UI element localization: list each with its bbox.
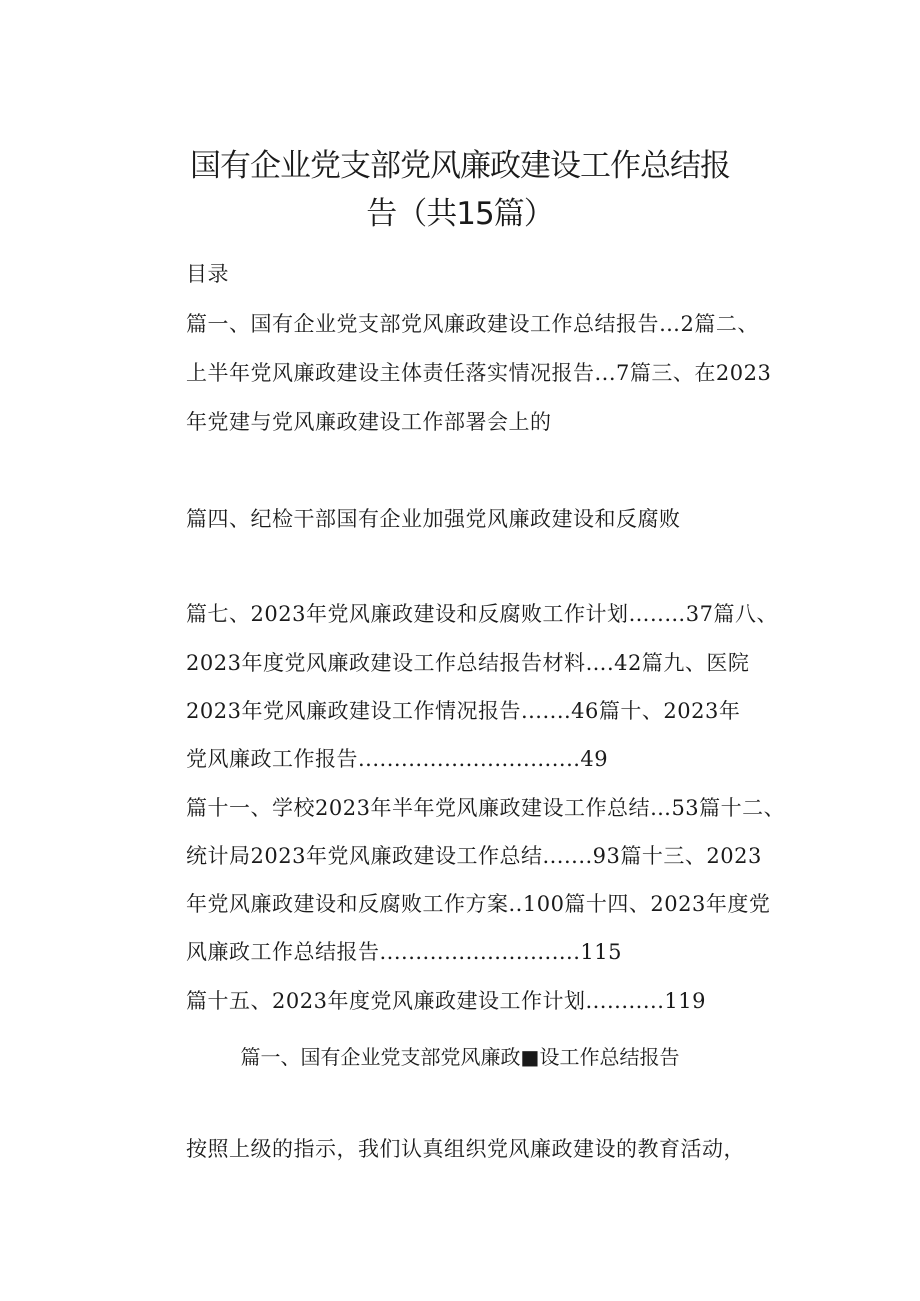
document-title-line-2: 告（共15篇） xyxy=(366,196,554,232)
toc-line: 党风廉政工作报告...............................49 xyxy=(186,747,609,771)
toc-line: 篇四、纪检干部国有企业加强党风廉政建设和反腐败 xyxy=(186,507,681,531)
section-heading: 篇一、国有企业党支部党风廉政■设工作总结报告 xyxy=(240,1045,680,1069)
toc-line: 篇七、2023年党风廉政建设和反腐败工作计划…..…37篇八、 xyxy=(186,602,779,626)
toc-line: 风廉政工作总结报告............................115 xyxy=(186,940,622,964)
toc-line: 统计局2023年党风廉政建设工作总结.......93篇十三、2023 xyxy=(186,844,762,868)
body-paragraph-line: 按照上级的指示，我们认真组织党风廉政建设的教育活动， xyxy=(186,1137,745,1161)
toc-line: 篇十一、学校2023年半年党风廉政建设工作总结…53篇十二、 xyxy=(186,796,786,820)
toc-line: 2023年党风廉政建设工作情况报告.......46篇十、2023年 xyxy=(186,699,741,723)
document-title-line-1: 国有企业党支部党风廉政建设工作总结报 xyxy=(190,148,730,184)
toc-line: 上半年党风廉政建设主体责任落实情况报告...7篇三、在2023 xyxy=(186,361,772,385)
toc-line: 2023年度党风廉政建设工作总结报告材料….42篇九、医院 xyxy=(186,651,750,675)
toc-line: 篇十五、2023年度党风廉政建设工作计划...........119 xyxy=(186,989,706,1013)
toc-label: 目录 xyxy=(186,262,229,286)
toc-line: 篇一、国有企业党支部党风廉政建设工作总结报告…2篇二、 xyxy=(186,312,759,336)
toc-line: 年党建与党风廉政建设工作部署会上的 xyxy=(186,410,552,434)
toc-line: 年党风廉政建设和反腐败工作方案..100篇十四、2023年度党 xyxy=(186,892,771,916)
